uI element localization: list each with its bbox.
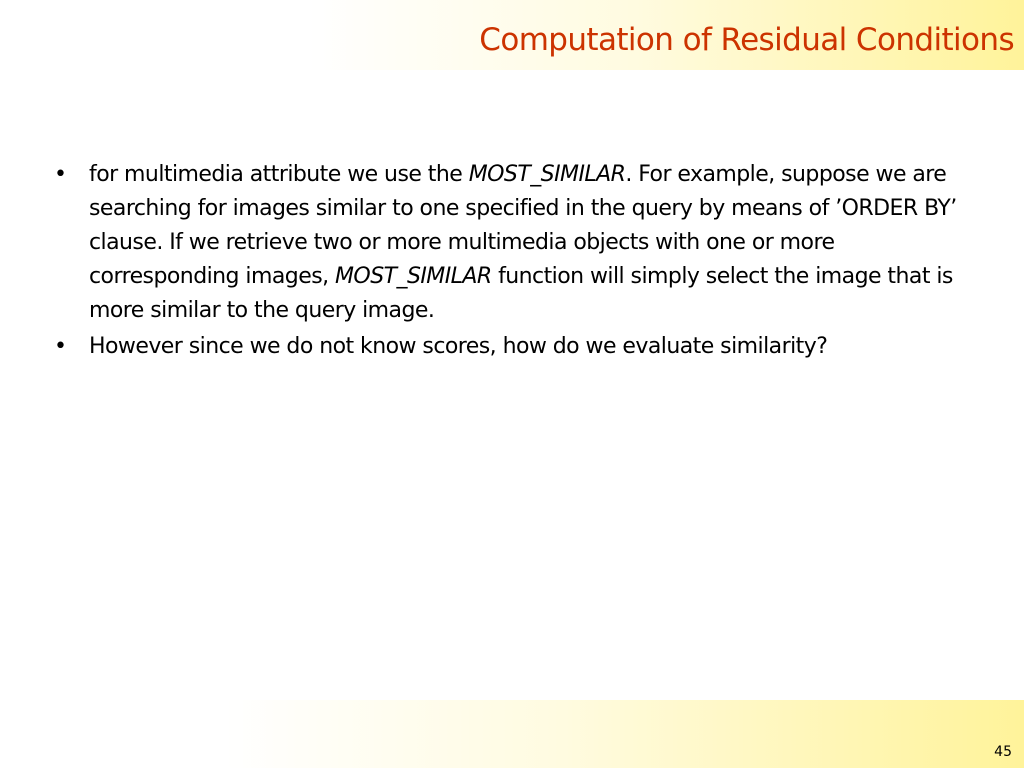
bullet-marker: • [54, 334, 67, 359]
bullet-text-segment: function will simply select the image that is more similar to the query image. [89, 264, 953, 323]
bullet-item-similarity-question [52, 330, 982, 364]
bullet-marker: • [54, 162, 67, 187]
most-similar-term: MOST_SIMILAR [468, 162, 626, 187]
page-number: 45 [994, 744, 1012, 760]
bullet-list [52, 158, 982, 366]
bullet-text-segment: . For example, suppose we are searching for images similar to one specified in the query by means of ’ORDER BY’ clause. If we retrieve two or more multimedia objects with one or more corresponding images, [89, 162, 957, 289]
slide-title: Computation of Residual Conditions [479, 22, 1014, 58]
most-similar-term: MOST_SIMILAR [335, 264, 492, 289]
bullet-text [89, 162, 957, 323]
bullet-text: However since we do not know scores, how do we evaluate similarity? [89, 334, 828, 359]
bullet-text-segment: for multimedia attribute we use the [89, 162, 469, 187]
bullet-item-most-similar [52, 158, 982, 328]
footer-background-band [0, 700, 1024, 768]
